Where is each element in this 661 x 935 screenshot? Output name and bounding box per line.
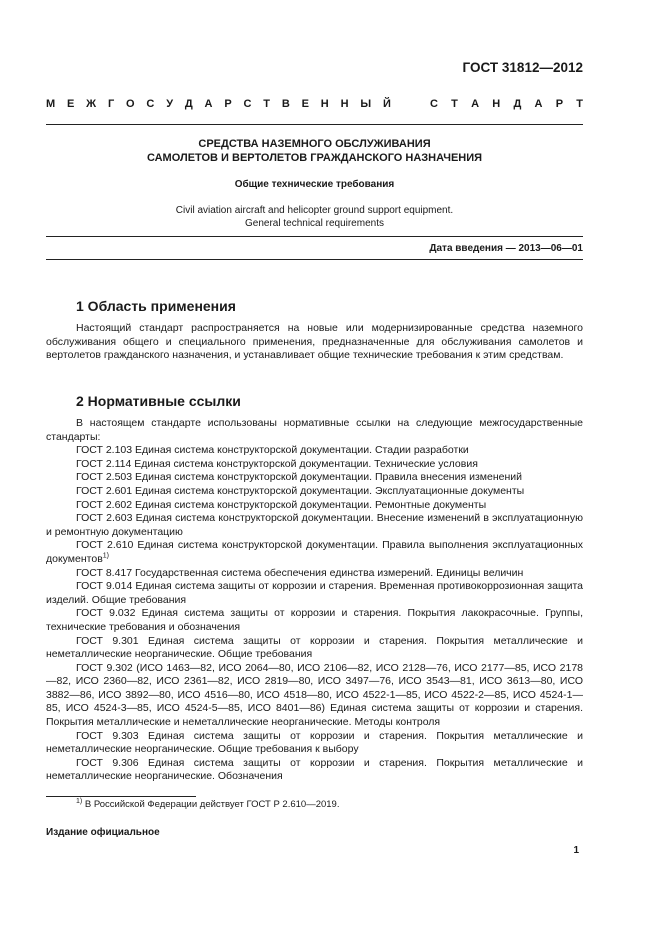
section-2-body bbox=[46, 417, 583, 784]
reference-item: ГОСТ 2.603 Единая система конструкторской документации. Внесение изменений в эксплуатационную и ремонтную документацию bbox=[46, 512, 583, 538]
banner-letter: Й bbox=[382, 98, 391, 110]
reference-item: ГОСТ 9.306 Единая система защиты от коррозии и старения. Покрытия металлические и неметаллические неорганические. Обозначения bbox=[46, 756, 583, 783]
banner-letter: А bbox=[204, 98, 213, 110]
reference-item: ГОСТ 9.302 (ИСО 1463—82, ИСО 2064—80, ИСО 2106—82, ИСО 2128—76, ИСО 2177—85, ИСО 2178—82, ИСО 2360—82, ИСО 2361—82, ИСО 2819—80, ИСО 3497—76, ИСО 3543—81, ИСО 3613—80, ИСО 3882—86, ИСО 3892—80, ИСО 4516—80, ИСО 4518—80, ИСО 4522-1—85, ИСО 4522-2—85, ИСО 4524-1—85, ИСО 4524-3—85, ИСО 4524-5—85, ИСО 8401—86) Единая система защиты от коррозии и старения. Покрытия металлические и неметаллические неорганические. Методы контроля bbox=[46, 661, 583, 729]
banner-letter: Г bbox=[107, 98, 115, 110]
document-subtitle: Общие технические требования bbox=[234, 179, 395, 190]
reference-item: ГОСТ 2.503 Единая система конструкторской документации. Правила внесения изменений bbox=[76, 471, 522, 484]
banner-letter: Т bbox=[263, 98, 271, 110]
standard-word-interstate bbox=[46, 98, 391, 110]
banner-letter: Р bbox=[555, 98, 564, 110]
reference-item: ГОСТ 9.303 Единая система защиты от коррозии и старения. Покрытия металлические и неметаллические неорганические. Общие требования к выбору bbox=[46, 729, 583, 756]
title-rule bbox=[46, 236, 583, 237]
section-1-body bbox=[46, 322, 583, 363]
standard-word-standard bbox=[430, 98, 583, 110]
banner-letter: Т bbox=[576, 98, 583, 110]
banner-letter: Н bbox=[340, 98, 349, 110]
footnote-mark: 1) bbox=[76, 797, 83, 805]
banner-letter: А bbox=[471, 98, 480, 110]
banner-letter: В bbox=[281, 98, 290, 110]
section-2-intro: В настоящем стандарте использованы нормативные ссылки на следующие межгосударственные стандарты: bbox=[46, 417, 583, 443]
footnote bbox=[76, 799, 339, 810]
reference-gost-2-610 bbox=[46, 539, 583, 566]
banner-letter: М bbox=[46, 98, 56, 110]
reference-item: ГОСТ 9.014 Единая система защиты от коррозии и старения. Временная противокоррозионная защита изделий. Общие требования bbox=[46, 580, 583, 606]
banner-letter: Е bbox=[67, 98, 75, 110]
date-rule bbox=[46, 259, 583, 260]
banner-letter: Д bbox=[513, 98, 522, 110]
banner-letter: Ы bbox=[360, 98, 372, 110]
english-title bbox=[46, 204, 583, 230]
reference-item: ГОСТ 9.032 Единая система защиты от коррозии и старения. Покрытия лакокрасочные. Группы, технические требования и обозначения bbox=[46, 607, 583, 633]
banner-letter: Е bbox=[301, 98, 309, 110]
banner-letter: У bbox=[166, 98, 174, 110]
edition-label: Издание официальное bbox=[46, 827, 160, 838]
banner-letter: Р bbox=[224, 98, 232, 110]
reference-item: ГОСТ 9.301 Единая система защиты от коррозии и старения. Покрытия металлические и неметаллические неорганические. Общие требования bbox=[46, 634, 583, 661]
reference-gost-2-610-text: ГОСТ 2.610 Единая система конструкторской документации. Правила выполнения эксплуатационных документов bbox=[46, 539, 583, 565]
footnote-text: В Российской Федерации действует ГОСТ Р 2.610—2019. bbox=[82, 799, 340, 810]
reference-list bbox=[46, 444, 583, 539]
section-2-heading: 2 Нормативные ссылки bbox=[76, 393, 241, 409]
section-1-paragraph: Настоящий стандарт распространяется на новые или модернизированные средства наземного обслуживания общего и специального применения, предназначенные для обслуживания самолетов и вертолетов гражданского назначения, и устанавливает общие технические требования к этим средствам. bbox=[46, 322, 583, 362]
introduction-date: Дата введения — 2013—06—01 bbox=[429, 243, 583, 254]
standard-type-banner bbox=[46, 98, 583, 110]
banner-letter: А bbox=[534, 98, 543, 110]
banner-letter: С bbox=[146, 98, 155, 110]
english-title-line-1: Civil aviation aircraft and helicopter ground support equipment. bbox=[175, 205, 454, 216]
banner-letter: Н bbox=[320, 98, 329, 110]
banner-letter: Ж bbox=[86, 98, 97, 110]
banner-letter: С bbox=[430, 98, 438, 110]
document-title bbox=[46, 137, 583, 165]
title-line-1: СРЕДСТВА НАЗЕМНОГО ОБСЛУЖИВАНИЯ bbox=[198, 138, 431, 150]
header-rule bbox=[46, 124, 583, 125]
banner-letter: Д bbox=[184, 98, 193, 110]
reference-item: ГОСТ 2.103 Единая система конструкторской документации. Стадии разработки bbox=[76, 444, 469, 457]
reference-item: ГОСТ 2.602 Единая система конструкторской документации. Ремонтные документы bbox=[76, 498, 487, 511]
english-title-line-2: General technical requirements bbox=[245, 218, 384, 229]
reference-item: ГОСТ 2.601 Единая система конструкторской документации. Эксплуатационные документы bbox=[76, 484, 525, 497]
banner-letter: О bbox=[126, 98, 135, 110]
reference-list-continued bbox=[46, 567, 583, 785]
reference-item: ГОСТ 8.417 Государственная система обеспечения единства измерений. Единицы величин bbox=[76, 566, 524, 579]
banner-letter: Т bbox=[451, 98, 458, 110]
banner-letter: Н bbox=[492, 98, 501, 110]
banner-letter: С bbox=[243, 98, 252, 110]
gost-code: ГОСТ 31812—2012 bbox=[462, 60, 583, 75]
title-line-2: САМОЛЕТОВ И ВЕРТОЛЕТОВ ГРАЖДАНСКОГО НАЗНАЧЕНИЯ bbox=[146, 152, 483, 164]
section-1-heading: 1 Область применения bbox=[76, 298, 236, 314]
page-number: 1 bbox=[573, 845, 579, 856]
footnote-rule bbox=[46, 796, 196, 797]
footnote-ref-mark: 1) bbox=[102, 552, 110, 560]
reference-item: ГОСТ 2.114 Единая система конструкторской документации. Технические условия bbox=[76, 457, 478, 470]
